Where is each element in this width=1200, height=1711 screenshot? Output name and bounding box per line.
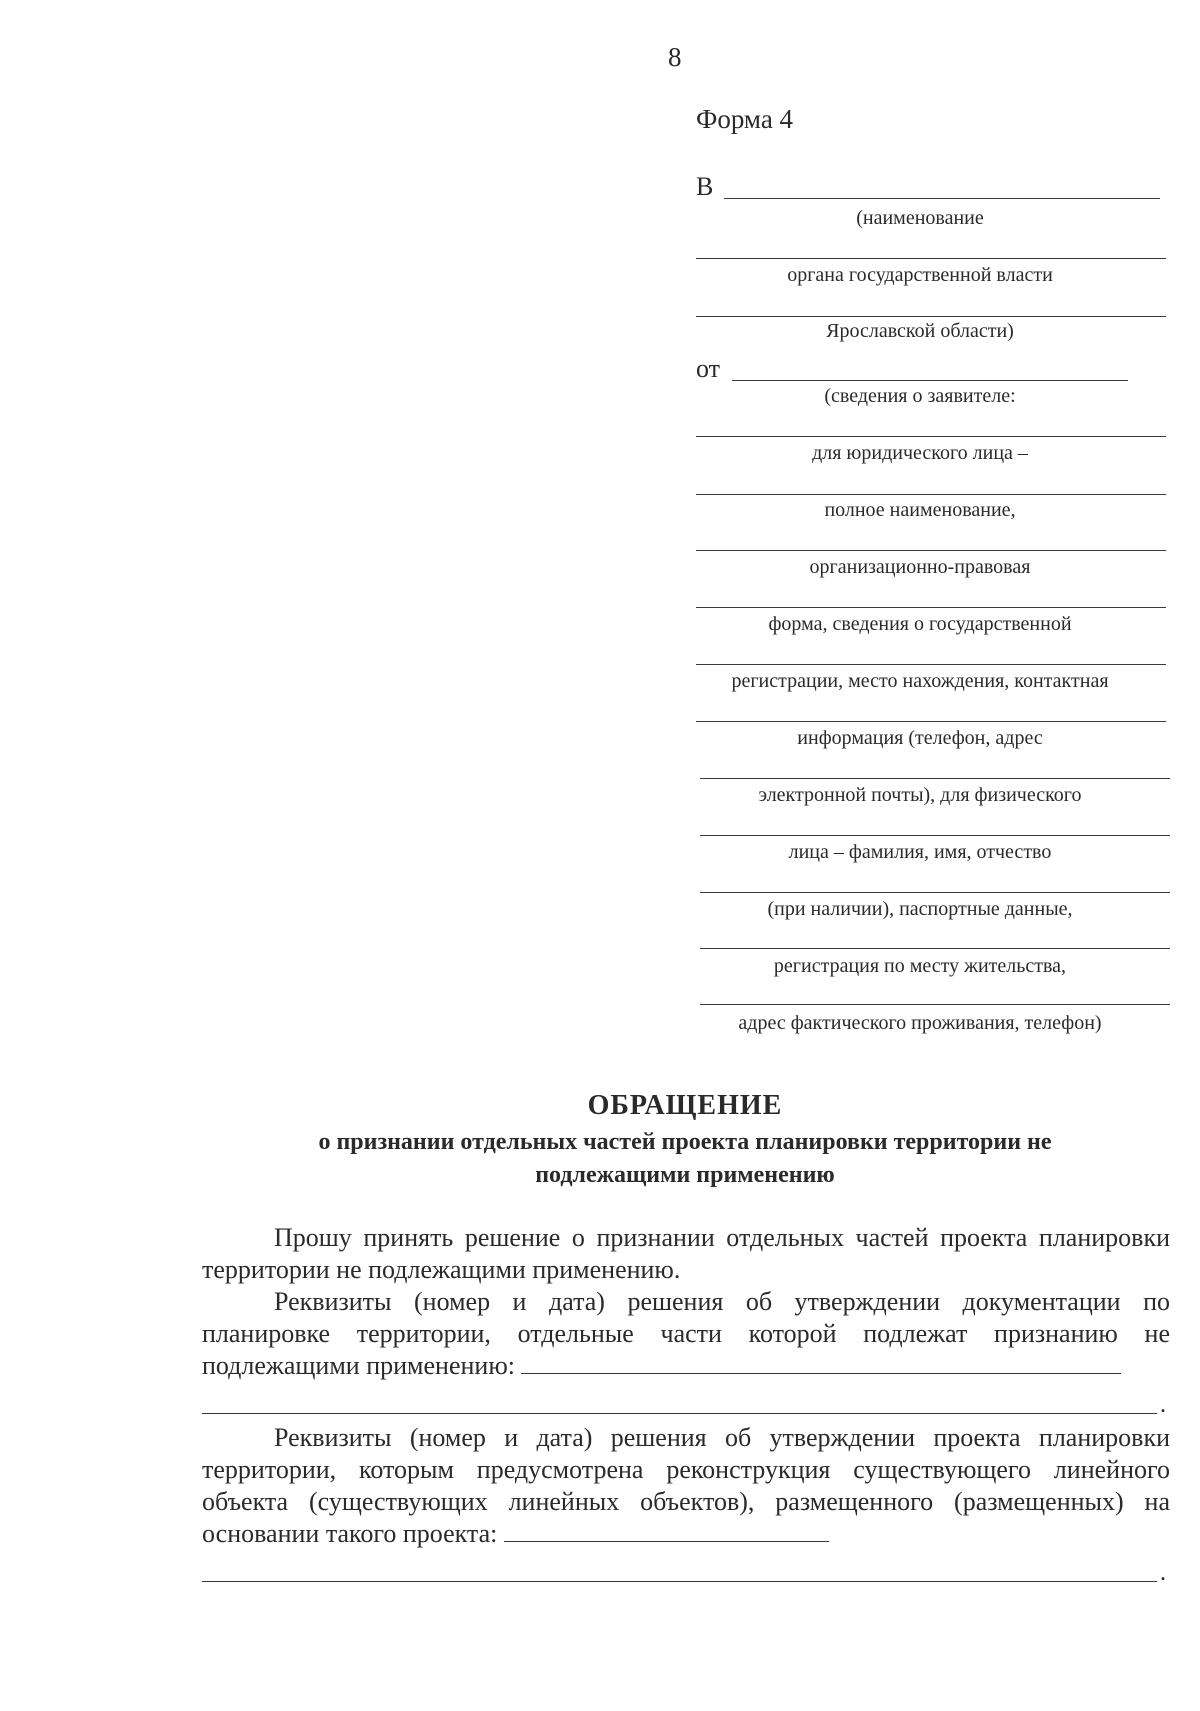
paragraph-request-text: Прошу принять решение о признании отдельных частей проекта планировки территории не подлежащими применению.: [202, 1223, 1170, 1284]
paragraph-request: [202, 1222, 1170, 1286]
to-caption-1: (наименование: [856, 207, 984, 229]
to-caption-2: органа государственной власти: [787, 264, 1053, 286]
document-title: ОБРАЩЕНИЕ: [587, 1090, 783, 1121]
from-blank-line-6[interactable]: [696, 664, 1166, 665]
to-prefix: В: [696, 172, 714, 201]
from-blank-line-7[interactable]: [696, 721, 1166, 722]
to-blank-line-2[interactable]: [696, 258, 1166, 259]
from-blank-line[interactable]: [732, 380, 1128, 381]
planning-docs-blank-line-2[interactable]: [202, 1413, 1157, 1414]
from-caption-5: форма, сведения о государственной: [768, 613, 1072, 635]
page-number: 8: [668, 42, 682, 72]
from-caption-2: для юридического лица –: [812, 442, 1028, 464]
from-blank-line-9[interactable]: [700, 835, 1170, 836]
from-blank-line-11[interactable]: [700, 948, 1170, 949]
from-caption-9: лица – фамилия, имя, отчество: [788, 841, 1052, 863]
document-subtitle: [200, 1126, 1170, 1192]
paragraph-linear-object-text: Реквизиты (номер и дата) решения об утверждении проекта планировки территории, которым предусмотрена реконструкция существующего линейного объекта (существующих линейных объектов), размещенного (размещенных) на основании такого проекта:: [202, 1423, 1170, 1548]
from-caption-10: (при наличии), паспортные данные,: [767, 898, 1073, 920]
line-end-dot-1: .: [1160, 1392, 1166, 1418]
from-caption-6: регистрации, место нахождения, контактная: [731, 670, 1109, 692]
from-blank-line-5[interactable]: [696, 607, 1166, 608]
linear-object-blank-line-2[interactable]: [202, 1581, 1157, 1582]
paragraph-linear-object: [202, 1422, 1170, 1550]
from-blank-line-10[interactable]: [700, 892, 1170, 893]
to-caption-3: Ярославской области): [826, 320, 1014, 342]
subtitle-line-2: подлежащими применению: [535, 1162, 835, 1188]
from-caption-1: (сведения о заявителе:: [824, 385, 1016, 407]
planning-docs-blank[interactable]: [521, 1351, 1121, 1374]
to-row: [696, 172, 1166, 202]
from-caption-8: электронной почты), для физического: [758, 784, 1082, 806]
from-blank-line-2[interactable]: [696, 436, 1166, 437]
to-blank-line-3[interactable]: [696, 316, 1166, 317]
from-blank-line-3[interactable]: [696, 494, 1166, 495]
from-caption-12: адрес фактического проживания, телефон): [738, 1012, 1102, 1034]
from-blank-line-4[interactable]: [696, 550, 1166, 551]
from-blank-line-12[interactable]: [700, 1004, 1170, 1005]
paragraph-planning-docs: [202, 1286, 1170, 1382]
from-caption-3: полное наименование,: [824, 499, 1016, 521]
line-end-dot-2: .: [1160, 1560, 1166, 1586]
paragraph-planning-docs-text: Реквизиты (номер и дата) решения об утверждении документации по планировке территории, отдельные части которой подлежат признанию не подлежащими применению:: [202, 1287, 1170, 1380]
from-caption-4: организационно-правовая: [809, 556, 1031, 578]
from-blank-line-8[interactable]: [700, 778, 1170, 779]
to-blank-line[interactable]: [724, 198, 1160, 199]
subtitle-line-1: о признании отдельных частей проекта планировки территории не: [318, 1129, 1052, 1155]
from-caption-11: регистрация по месту жительства,: [773, 955, 1067, 977]
from-row: [696, 354, 1166, 384]
linear-object-blank[interactable]: [504, 1519, 829, 1542]
from-caption-7: информация (телефон, адрес: [797, 727, 1043, 749]
from-prefix: от: [696, 354, 721, 383]
form-label: Форма 4: [696, 104, 794, 134]
